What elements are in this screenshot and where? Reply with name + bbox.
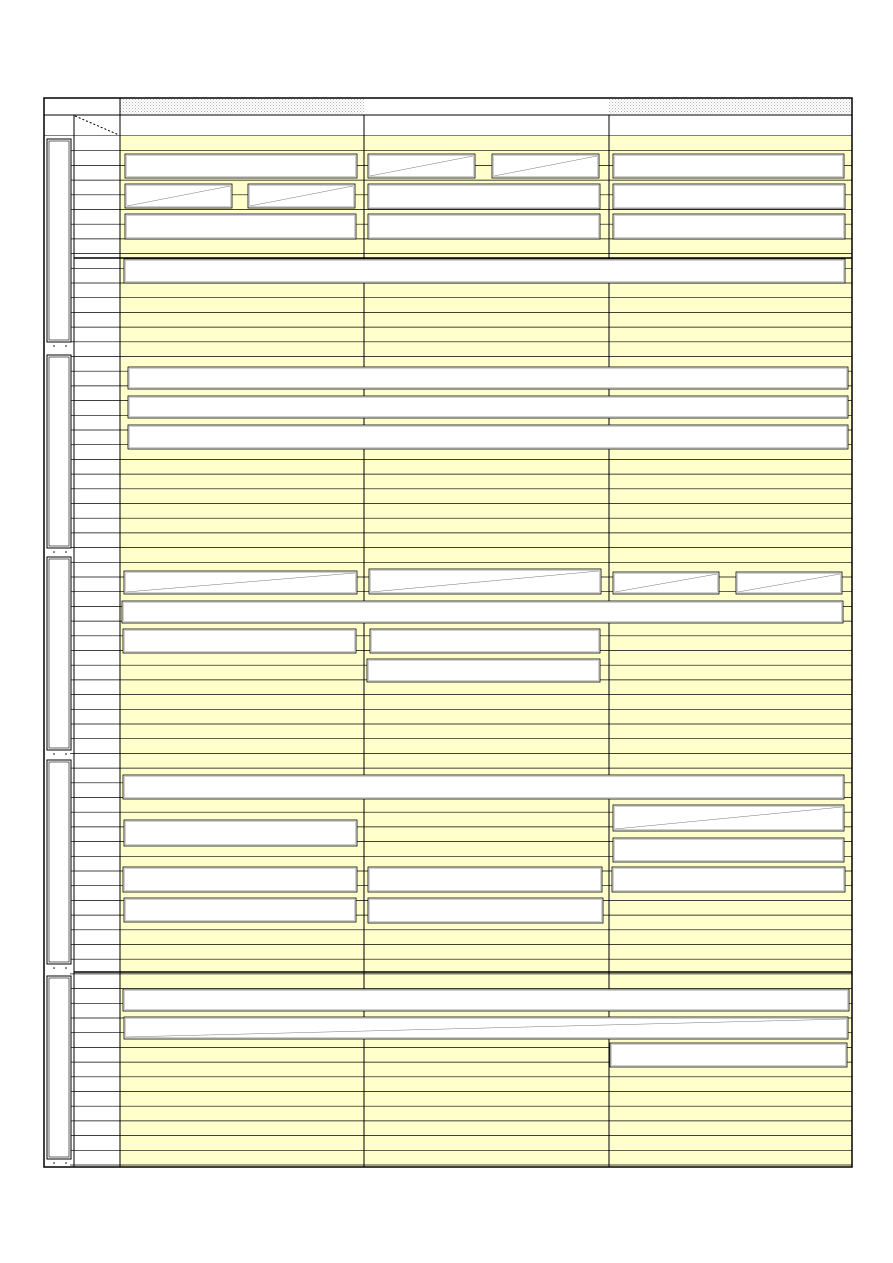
- entry-box[interactable]: [612, 867, 845, 892]
- entry-box-frame[interactable]: [368, 898, 603, 923]
- entry-box[interactable]: [248, 184, 355, 208]
- entry-box-frame[interactable]: [128, 396, 848, 418]
- entry-box-frame[interactable]: [125, 154, 357, 178]
- entry-box-frame[interactable]: [128, 425, 848, 449]
- entry-box[interactable]: [613, 214, 845, 239]
- entry-box[interactable]: [613, 572, 719, 594]
- section-tab-outer: [47, 557, 71, 750]
- section-tab-outer: [47, 355, 71, 548]
- section-tab: [47, 557, 71, 755]
- entry-box-frame[interactable]: [610, 1043, 847, 1067]
- section-tab-outer: [47, 139, 71, 342]
- entry-box-frame[interactable]: [613, 838, 844, 862]
- entry-box[interactable]: [368, 184, 600, 209]
- column-header-row: [44, 115, 852, 136]
- row-label-column: [74, 136, 120, 1167]
- entry-box-frame[interactable]: [613, 214, 845, 239]
- entry-box[interactable]: [123, 775, 844, 799]
- entry-box[interactable]: [123, 867, 357, 892]
- entry-box-frame[interactable]: [122, 601, 843, 623]
- section-tab: [47, 760, 71, 969]
- entry-box-frame[interactable]: [612, 867, 845, 892]
- entry-box-frame[interactable]: [370, 629, 600, 653]
- tab-dot: [53, 345, 55, 347]
- entry-box[interactable]: [613, 154, 844, 178]
- entry-box[interactable]: [610, 1043, 847, 1067]
- entry-box[interactable]: [370, 629, 600, 653]
- section-tabs: [47, 139, 71, 1164]
- entry-box[interactable]: [368, 898, 603, 923]
- entry-box[interactable]: [123, 989, 849, 1011]
- entry-box-frame[interactable]: [368, 184, 600, 209]
- entry-box[interactable]: [125, 154, 357, 178]
- tab-dot: [65, 1162, 67, 1164]
- entry-box[interactable]: [368, 214, 600, 239]
- entry-box-frame[interactable]: [124, 820, 357, 846]
- entry-box-frame[interactable]: [123, 629, 356, 653]
- section-tab: [47, 976, 71, 1164]
- tab-dot: [53, 753, 55, 755]
- entry-box[interactable]: [736, 572, 842, 594]
- entry-box[interactable]: [124, 898, 356, 922]
- entry-box-frame[interactable]: [124, 259, 845, 283]
- entry-box[interactable]: [369, 569, 601, 594]
- section-tab-outer: [47, 976, 71, 1159]
- section-tab-outer: [47, 760, 71, 964]
- entry-box[interactable]: [124, 571, 357, 594]
- entry-box-frame[interactable]: [613, 184, 845, 209]
- entry-box[interactable]: [613, 838, 844, 862]
- tab-dot: [65, 551, 67, 553]
- entry-box[interactable]: [124, 1017, 848, 1039]
- entry-box[interactable]: [124, 259, 845, 283]
- entry-box[interactable]: [128, 396, 848, 418]
- entry-box-frame[interactable]: [123, 775, 844, 799]
- entry-box[interactable]: [123, 629, 356, 653]
- entry-box-frame[interactable]: [613, 154, 844, 178]
- entry-box-frame[interactable]: [367, 659, 600, 682]
- tab-dot: [53, 1162, 55, 1164]
- entry-box[interactable]: [122, 601, 843, 623]
- entry-box[interactable]: [124, 820, 357, 846]
- tab-dot: [53, 967, 55, 969]
- entry-box[interactable]: [492, 154, 599, 178]
- entry-box-frame[interactable]: [123, 989, 849, 1011]
- entry-box[interactable]: [125, 184, 232, 208]
- entry-box[interactable]: [128, 425, 848, 449]
- tab-dot: [65, 345, 67, 347]
- tab-dot: [65, 753, 67, 755]
- entry-box[interactable]: [128, 367, 848, 389]
- section-tab: [47, 139, 71, 347]
- entry-box-frame[interactable]: [368, 867, 602, 892]
- tab-dot: [53, 551, 55, 553]
- entry-box[interactable]: [368, 867, 602, 892]
- entry-box-frame[interactable]: [368, 214, 600, 239]
- entry-box[interactable]: [613, 805, 844, 831]
- section-tab: [47, 355, 71, 553]
- entry-box[interactable]: [368, 154, 475, 178]
- entry-box-frame[interactable]: [123, 867, 357, 892]
- tab-dot: [65, 967, 67, 969]
- entry-box-frame[interactable]: [128, 367, 848, 389]
- entry-box[interactable]: [367, 659, 600, 682]
- entry-box[interactable]: [125, 214, 356, 239]
- entry-box-frame[interactable]: [125, 214, 356, 239]
- title-band: [44, 98, 852, 115]
- entry-box[interactable]: [613, 184, 845, 209]
- entry-box-frame[interactable]: [124, 898, 356, 922]
